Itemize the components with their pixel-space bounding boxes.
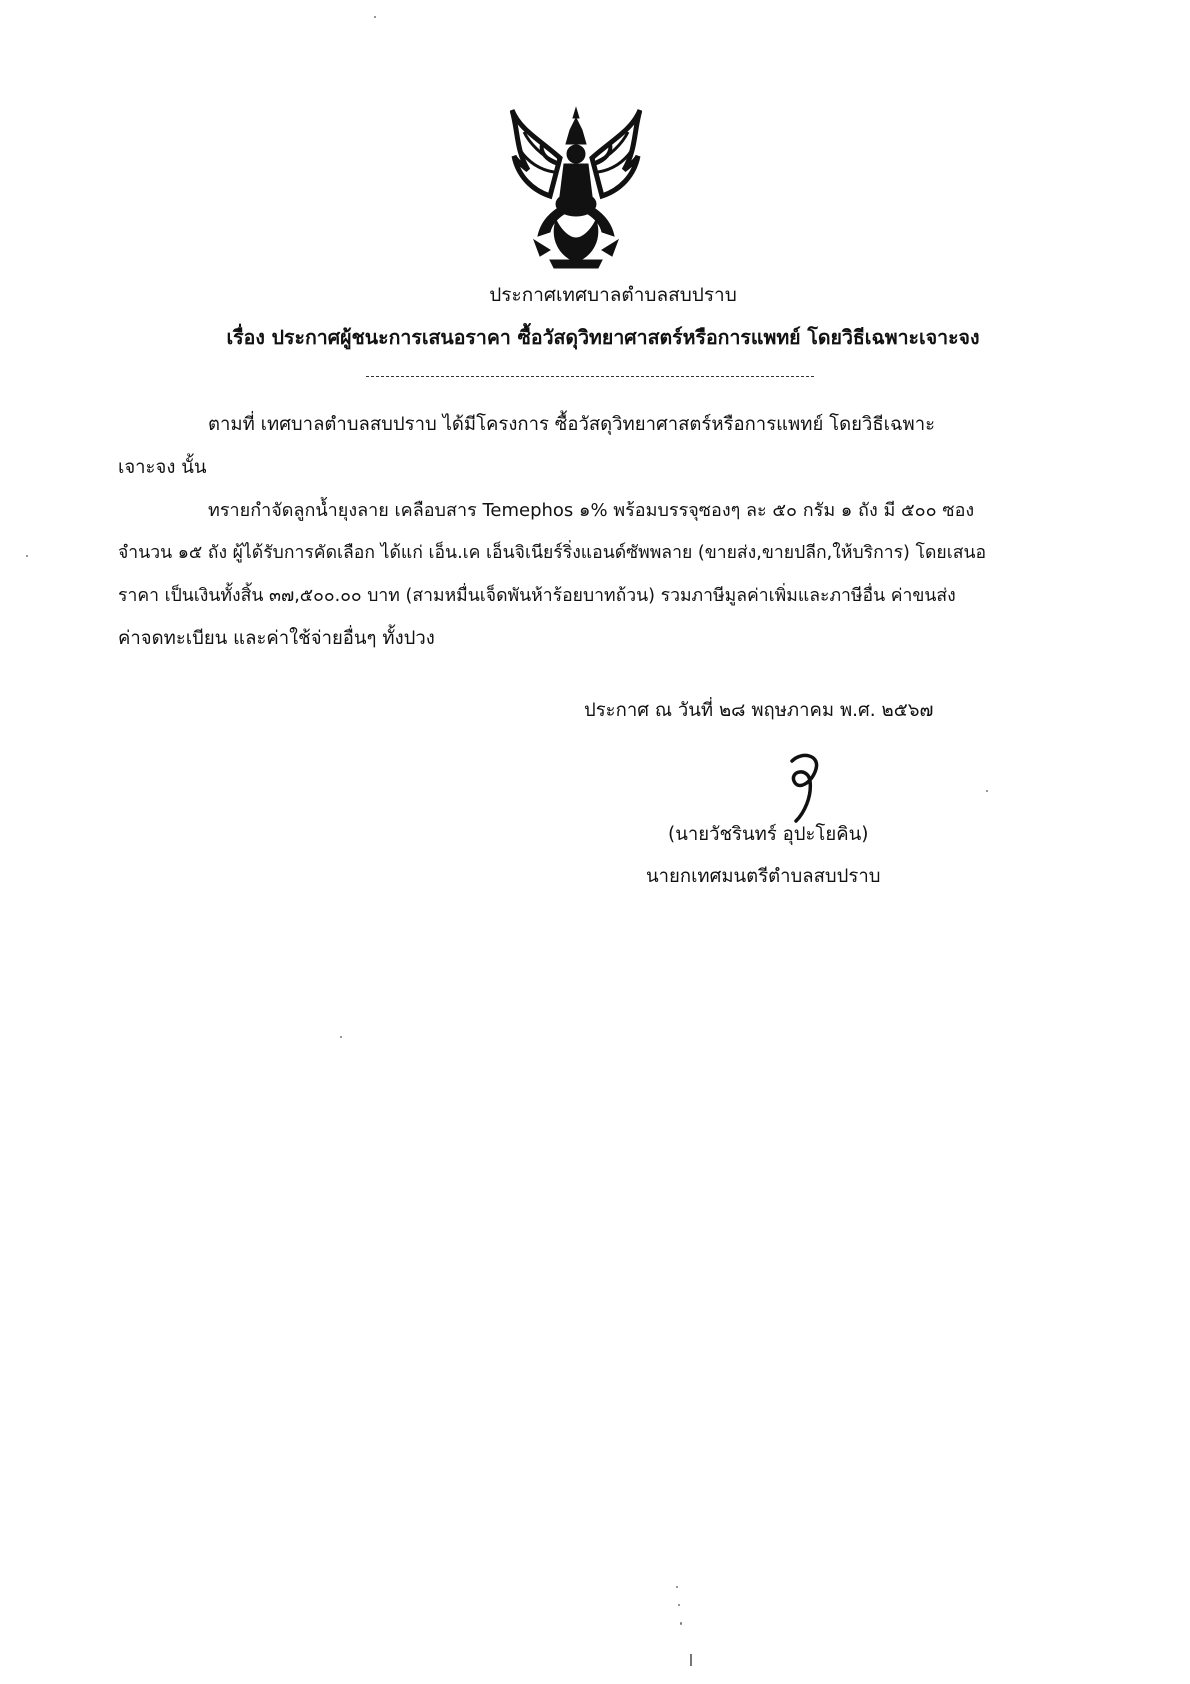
scan-speck: [340, 1036, 342, 1038]
announcement-title: ประกาศเทศบาลตำบลสบปราบ: [489, 284, 737, 306]
paragraph-2-line-2: จำนวน ๑๕ ถัง ผู้ได้รับการคัดเลือก ได้แก่ เอ็น.เค เอ็นจิเนียร์ริ่งแอนด์ซัพพลาย (ขายส่ง,ขายปลีก,ให้บริการ) โดยเสนอ: [118, 543, 987, 563]
scan-speck: [690, 1654, 692, 1666]
scan-speck: [680, 1622, 682, 1625]
signatory-title: นายกเทศมนตรีตำบลสบปราบ: [646, 866, 881, 887]
garuda-emblem-icon: [510, 100, 642, 272]
scan-speck: [986, 790, 988, 792]
paragraph-2-line-1: ทรายกำจัดลูกน้ำยุงลาย เคลือบสาร Temephos ๑% พร้อมบรรจุซองๆ ละ ๕๐ กรัม ๑ ถัง มี ๕๐๐ ซอง: [208, 500, 975, 521]
paragraph-2-line-4: ค่าจดทะเบียน และค่าใช้จ่ายอื่นๆ ทั้งปวง: [118, 628, 435, 649]
paragraph-2-line-3: ราคา เป็นเงินทั้งสิ้น ๓๗,๕๐๐.๐๐ บาท (สามหมื่นเจ็ดพันห้าร้อยบาทถ้วน) รวมภาษีมูลค่าเพิ่มและภาษีอื่น ค่าขนส่ง: [118, 586, 956, 606]
announcement-subject: เรื่อง ประกาศผู้ชนะการเสนอราคา ซื้อวัสดุวิทยาศาสตร์หรือการแพทย์ โดยวิธีเฉพาะเจาะจง: [226, 326, 980, 349]
announcement-date: ประกาศ ณ วันที่ ๒๘ พฤษภาคม พ.ศ. ๒๕๖๗: [584, 700, 934, 721]
scan-speck: [374, 16, 376, 18]
signatory-name: (นายวัชรินทร์ อุปะโยคิน): [668, 824, 869, 845]
scan-speck: [26, 555, 28, 557]
scan-speck: [676, 1586, 678, 1588]
scan-speck: [678, 1604, 680, 1606]
divider: [366, 376, 814, 377]
handwritten-signature: [768, 747, 828, 827]
paragraph-1-line-2: เจาะจง นั้น: [118, 457, 207, 478]
paragraph-1-line-1: ตามที่ เทศบาลตำบลสบปราบ ได้มีโครงการ ซื้อวัสดุวิทยาศาสตร์หรือการแพทย์ โดยวิธีเฉพาะ: [208, 414, 936, 435]
